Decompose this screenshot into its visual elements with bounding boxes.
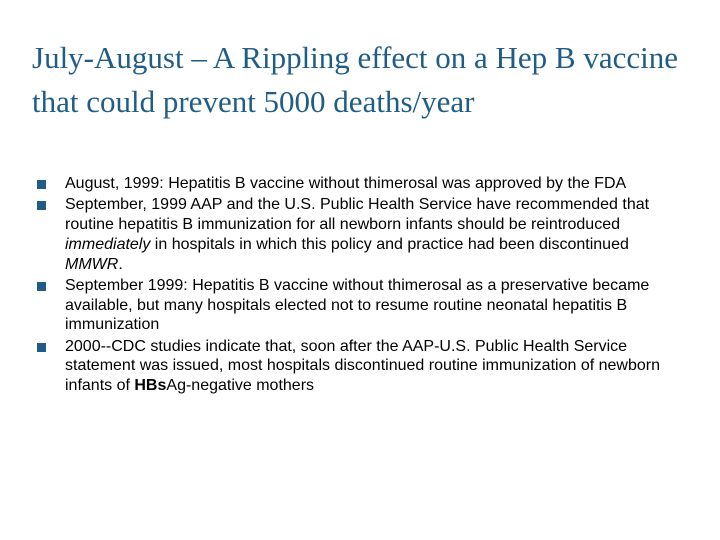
bullet-text-part: Ag-negative mothers bbox=[166, 377, 315, 395]
bullet-text-part: September 1999: Hepatitis B vaccine without thimerosal as a preservative became available, but many hospitals elected not to resume routine neonatal hepatitis B immunization bbox=[65, 276, 650, 334]
bullet-citation: MMWR bbox=[65, 255, 119, 273]
bullet-text bbox=[65, 338, 660, 395]
bullet-text-part: in hospitals in which this policy and practice had been discontinued bbox=[150, 235, 629, 253]
bullet-text-part: September, 1999 AAP and the U.S. Public Health Service have recommended that routine hepatitis B immunization for all newborn infants should be reintroduced bbox=[65, 196, 650, 233]
bullet-emphasis: immediately bbox=[65, 235, 151, 253]
bullet-text bbox=[65, 277, 649, 334]
bullet-text-part: August, 1999: Hepatitis B vaccine without thimerosal was approved by the FDA bbox=[65, 175, 627, 192]
square-bullet-icon bbox=[37, 343, 46, 352]
slide-title: July-August – A Rippling effect on a Hep B vaccine that could prevent 5000 deaths/year bbox=[32, 40, 679, 119]
square-bullet-icon bbox=[37, 180, 46, 189]
bullet-item bbox=[36, 195, 686, 274]
square-bullet-icon bbox=[37, 201, 46, 210]
bullet-text bbox=[65, 175, 626, 192]
bullet-item bbox=[36, 337, 686, 396]
bullet-bold-text: HBs bbox=[134, 377, 167, 395]
bullet-text-part: 2000--CDC studies indicate that, soon after the AAP-U.S. Public Health Service statement was issued, most hospitals discontinued routine immunization of newborn infants of bbox=[65, 337, 660, 395]
bullet-item bbox=[36, 174, 686, 194]
bullet-text-part: . bbox=[118, 255, 123, 273]
square-bullet-icon bbox=[37, 282, 46, 291]
bullet-text bbox=[65, 196, 649, 272]
bullet-item bbox=[36, 276, 686, 335]
bullet-list bbox=[36, 174, 686, 397]
